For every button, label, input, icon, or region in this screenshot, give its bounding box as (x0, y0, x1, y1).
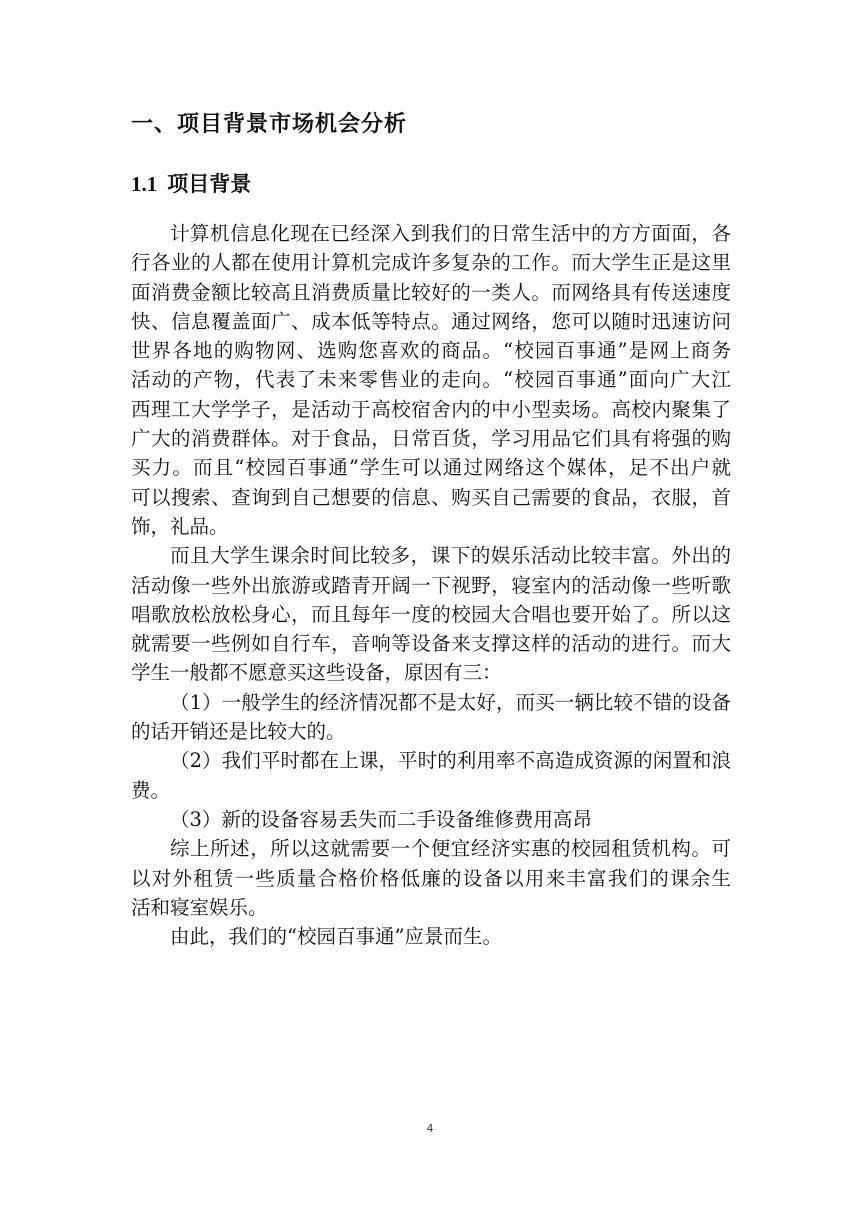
page-number: 4 (426, 1122, 434, 1135)
subsection-title: 项目背景 (167, 172, 252, 196)
text-line: 由此，我们的“校园百事通”应景而生。 (170, 925, 502, 949)
text-line: 以对外租赁一些质量合格价格低廉的设备以用来丰富我们的课余生 (131, 866, 731, 890)
text-line: 快、信息覆盖面广、成本低等特点。通过网络，您可以随时迅速访问 (131, 309, 731, 333)
subsection-heading (131, 167, 251, 201)
text-line: 而且大学生课余时间比较多，课下的娱乐活动比较丰富。外出的 (170, 544, 731, 568)
text-line: 学生一般都不愿意买这些设备，原因有三： (131, 661, 502, 685)
text-line: 西理工大学学子，是活动于高校宿舍内的中小型卖场。高校内聚集了 (131, 397, 731, 421)
text-line: 可以搜索、查询到自己想要的信息、购买自己需要的食品，衣服，首 (131, 485, 731, 509)
text-line: （2）我们平时都在上课，平时的利用率不高造成资源的闲置和浪 (170, 749, 731, 773)
text-line: 费。 (131, 778, 171, 802)
text-line: 饰，礼品。 (131, 514, 229, 538)
text-line: 活动像一些外出旅游或踏青开阔一下视野，寝室内的活动像一些听歌 (131, 573, 731, 597)
text-line: （1）一般学生的经济情况都不是太好，而买一辆比较不错的设备 (170, 690, 731, 714)
text-line: 综上所述，所以这就需要一个便宜经济实惠的校园租赁机构。可 (170, 837, 731, 861)
text-line: 就需要一些例如自行车，音响等设备来支撑这样的活动的进行。而大 (131, 632, 731, 656)
text-line: 行各业的人都在使用计算机完成许多复杂的工作。而大学生正是这里 (131, 251, 731, 275)
text-line: 活动的产物，代表了未来零售业的走向。“校园百事通”面向广大江 (131, 368, 731, 392)
text-line: 的话开销还是比较大的。 (131, 720, 346, 744)
text-line: 计算机信息化现在已经深入到我们的日常生活中的方方面面，各 (170, 222, 731, 245)
text-line: 唱歌放松放松身心，而且每年一度的校园大合唱也要开始了。所以这 (131, 602, 731, 626)
text-line: （3）新的设备容易丢失而二手设备维修费用高昂 (170, 807, 592, 831)
text-line: 世界各地的购物网、选购您喜欢的商品。“校园百事通”是网上商务 (131, 339, 731, 363)
section-heading: 一、项目背景市场机会分析 (131, 112, 408, 137)
subsection-number: 1.1 (131, 172, 158, 196)
text-line: 面消费金额比较高且消费质量比较好的一类人。而网络具有传送速度 (131, 280, 731, 304)
text-line: 买力。而且“校园百事通”学生可以通过网络这个媒体，足不出户就 (131, 456, 731, 480)
text-line: 广大的消费群体。对于食品，日常百货，学习用品它们具有将强的购 (131, 427, 731, 451)
text-line: 活和寝室娱乐。 (131, 895, 268, 919)
body-text (131, 219, 731, 951)
